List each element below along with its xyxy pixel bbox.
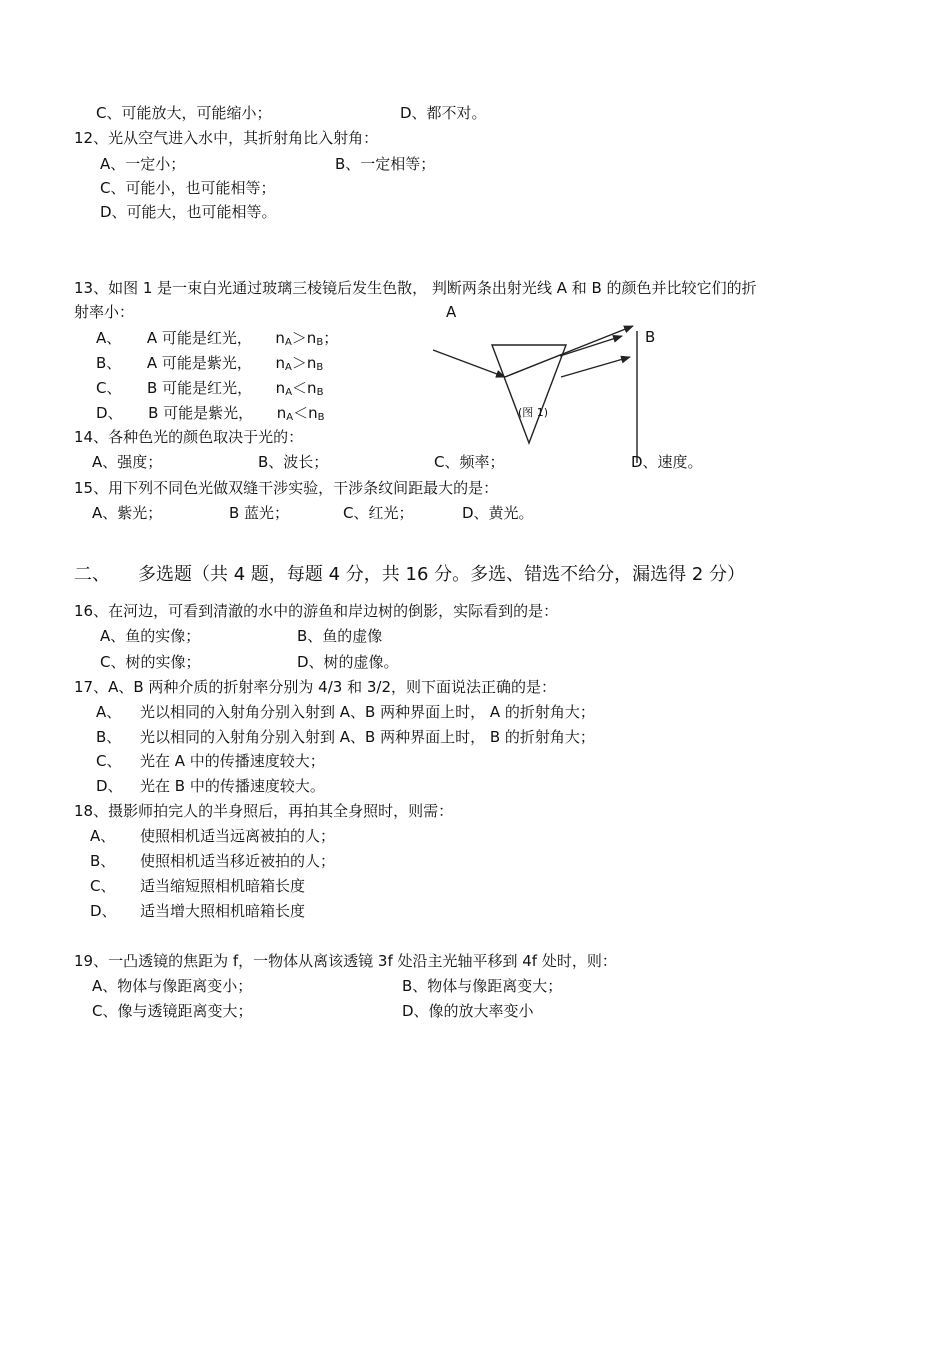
q16-option-d: D、树的虚像。	[297, 653, 399, 671]
emergent-ray-upper	[560, 336, 622, 356]
q15-stem: 15、用下列不同色光做双缝干涉实验，干涉条纹间距最大的是：	[74, 479, 499, 497]
q13-option-b-sub1: A	[284, 362, 292, 373]
section-2-title: 多选题（共 4 题，每题 4 分，共 16 分。多选、错选不给分，漏选得 2 分）	[138, 564, 746, 585]
q17-option-c-label: C、	[96, 752, 122, 770]
q13-option-a-relation: ＞	[291, 329, 307, 347]
q14-option-d: D、速度。	[631, 453, 703, 471]
q17-option-b-label: B、	[96, 728, 122, 746]
q18-option-c-label: C、	[90, 877, 116, 895]
q12-option-a: A、一定小；	[100, 155, 186, 173]
q13-option-b-label: B、	[96, 354, 122, 372]
q12-option-b: B、一定相等；	[335, 155, 436, 173]
q12-option-c: C、可能小，也可能相等；	[100, 179, 276, 197]
figure-1-label-a: A	[446, 303, 457, 321]
q16-option-b: B、鱼的虚像	[297, 627, 383, 645]
q13-option-d-n2: n	[308, 404, 318, 422]
q13-stem-line2: 射率小：	[74, 303, 135, 321]
q13-option-d-sub2: B	[317, 412, 325, 423]
q16-option-c: C、树的实像；	[100, 653, 201, 671]
figure-1-caption: (图 1)	[518, 406, 549, 419]
prism-triangle	[492, 345, 566, 443]
q18-option-d-label: D、	[90, 902, 117, 920]
q13-option-a-text: A 可能是红光，	[146, 329, 252, 347]
emergent-ray-a	[505, 326, 633, 377]
q13-option-b-n1: n	[275, 354, 285, 372]
q12-option-d: D、可能大，也可能相等。	[100, 203, 277, 221]
q13-option-d-sub1: A	[286, 412, 294, 423]
q19-option-a: A、物体与像距离变小；	[92, 977, 253, 995]
q18-option-c: 适当缩短照相机暗箱长度	[140, 877, 306, 895]
q13-option-c-label: C、	[96, 379, 122, 397]
q18-option-a: 使照相机适当远离被拍的人；	[140, 827, 336, 845]
q17-stem: 17、A、B 两种介质的折射率分别为 4/3 和 3/2，则下面说法正确的是：	[74, 678, 556, 696]
q17-option-b: 光以相同的入射角分别入射到 A、B 两种界面上时， B 的折射角大；	[140, 728, 595, 746]
q18-stem: 18、摄影师拍完人的半身照后，再拍其全身照时，则需：	[74, 802, 454, 820]
q19-option-d: D、像的放大率变小	[402, 1002, 534, 1020]
emergent-ray-b	[561, 357, 630, 377]
q17-option-a-label: A、	[96, 703, 122, 721]
q13-option-b-relation: ＞	[291, 354, 307, 372]
q17-option-d-label: D、	[96, 777, 123, 795]
q13-option-c-n1: n	[275, 379, 286, 397]
q13-option-a-semicolon: ；	[323, 329, 339, 347]
q18-option-b: 使照相机适当移近被拍的人；	[140, 852, 336, 870]
incident-ray	[433, 350, 505, 377]
q13-option-a-label: A、	[96, 329, 122, 347]
q19-option-c: C、像与透镜距离变大；	[92, 1002, 253, 1020]
q13-option-d-n1: n	[276, 404, 287, 422]
q15-option-a: A、紫光；	[92, 504, 163, 522]
q13-option-c-relation: ＜	[292, 379, 308, 397]
q15-option-d: D、黄光。	[462, 504, 534, 522]
q17-option-a: 光以相同的入射角分别入射到 A、B 两种界面上时， A 的折射角大；	[140, 703, 595, 721]
q19-option-b: B、物体与像距离变大；	[402, 977, 563, 995]
q13-option-a-n1: n	[275, 329, 285, 347]
q13-option-c-sub2: B	[316, 387, 324, 398]
q13-option-d-relation: ＜	[293, 404, 309, 422]
q14-option-a: A、强度；	[92, 453, 163, 471]
section-2-number: 二、	[74, 564, 110, 585]
q13-option-b-text: A 可能是紫光，	[146, 354, 252, 372]
q11-option-d: D、都不对。	[400, 104, 487, 122]
q15-option-b: B 蓝光；	[229, 504, 290, 522]
q15-option-c: C、红光；	[343, 504, 414, 522]
q14-option-c: C、频率；	[434, 453, 505, 471]
q17-option-d: 光在 B 中的传播速度较大。	[140, 777, 325, 795]
q17-option-c: 光在 A 中的传播速度较大；	[140, 752, 325, 770]
q13-option-c-n2: n	[307, 379, 317, 397]
q18-option-a-label: A、	[90, 827, 116, 845]
q16-stem: 16、在河边，可看到清澈的水中的游鱼和岸边树的倒影，实际看到的是：	[74, 602, 559, 620]
q13-stem-line1: 13、如图 1 是一束白光通过玻璃三棱镜后发生色散， 判断两条出射光线 A 和 B 的颜色并比较它们的折	[74, 279, 757, 297]
q13-option-d-label: D、	[96, 404, 123, 422]
q14-stem: 14、各种色光的颜色取决于光的：	[74, 428, 304, 446]
q13-option-a-n2: n	[306, 329, 317, 347]
q19-stem: 19、一凸透镜的焦距为 f，一物体从离该透镜 3f 处沿主光轴平移到 4f 处时，则：	[74, 952, 617, 970]
q16-option-a: A、鱼的实像；	[100, 627, 201, 645]
q13-option-a-sub2: B	[316, 337, 324, 348]
figure-1-label-b: B	[645, 328, 656, 346]
q18-option-b-label: B、	[90, 852, 116, 870]
q13-option-d-text: B 可能是紫光，	[148, 404, 254, 422]
q12-stem: 12、光从空气进入水中，其折射角比入射角：	[74, 129, 379, 147]
q14-option-b: B、波长；	[258, 453, 329, 471]
q13-option-b-sub2: B	[316, 362, 324, 373]
q13-option-c-sub1: A	[285, 387, 293, 398]
q18-option-d: 适当增大照相机暗箱长度	[140, 902, 306, 920]
q13-option-b-n2: n	[306, 354, 317, 372]
q13-option-a-sub1: A	[284, 337, 292, 348]
q13-option-c-text: B 可能是红光，	[147, 379, 253, 397]
q11-option-c: C、可能放大，可能缩小；	[96, 104, 272, 122]
